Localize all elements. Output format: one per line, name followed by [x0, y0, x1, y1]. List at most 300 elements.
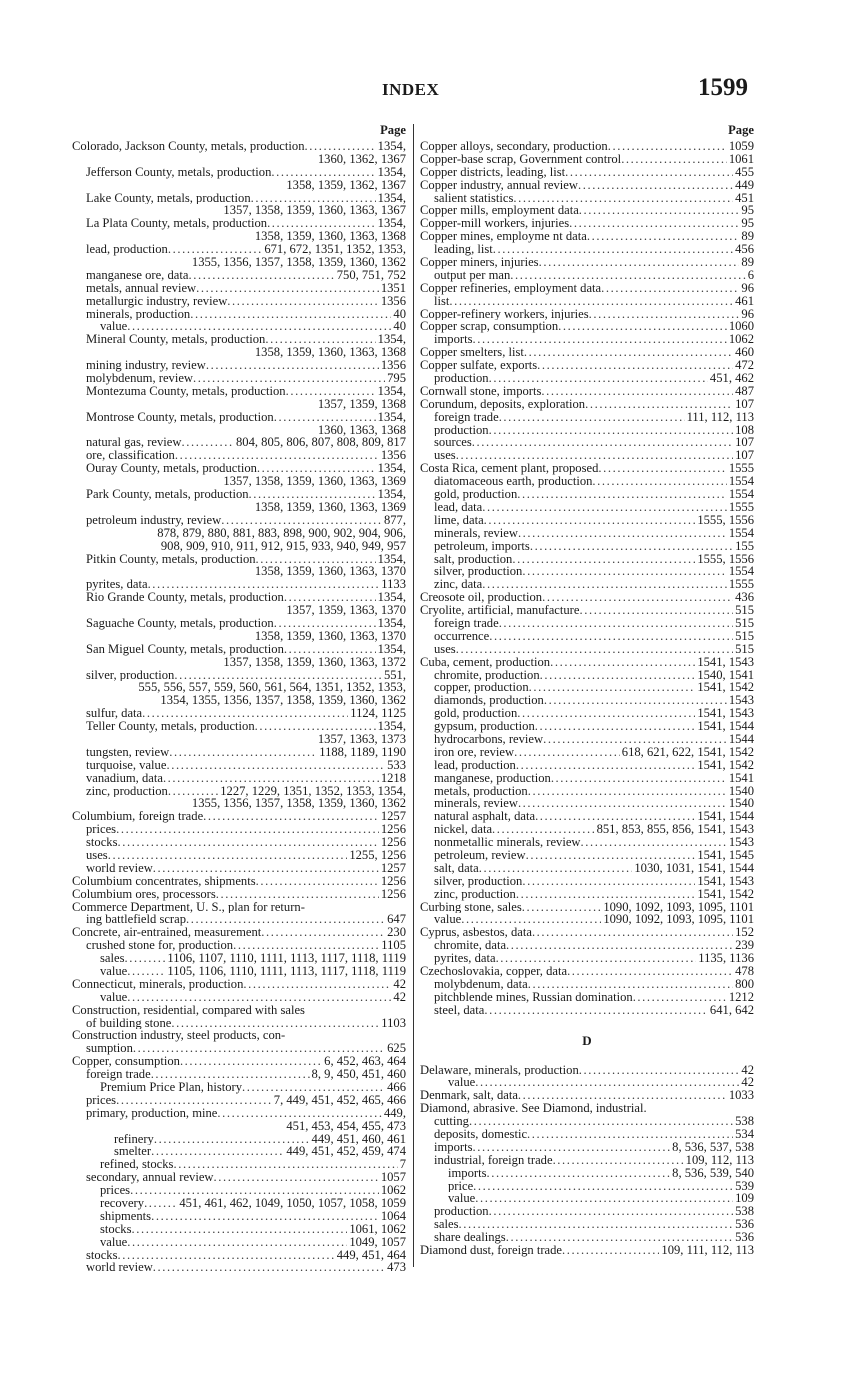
dot-leader — [518, 1089, 727, 1102]
entry-pages: 750, 751, 752 — [336, 268, 406, 282]
index-entry — [72, 720, 406, 733]
entry-text: pitchblende mines, Russian domination — [434, 990, 633, 1004]
entry-text: world review — [86, 1261, 153, 1275]
index-entry — [420, 694, 754, 707]
entry-text: Cyprus, asbestos, data — [420, 926, 532, 940]
dot-leader — [579, 604, 733, 617]
dot-leader — [284, 643, 376, 656]
index-entry — [420, 1064, 754, 1077]
index-entry — [420, 217, 754, 230]
index-entry — [420, 1218, 754, 1231]
entry-text: San Miguel County, metals, production — [86, 642, 284, 656]
entry-text: prices — [86, 823, 117, 837]
entry-text: Montezuma County, metals, production — [86, 384, 286, 398]
dot-leader — [585, 398, 733, 411]
dot-leader — [274, 617, 376, 630]
index-entry — [420, 965, 754, 978]
entry-pages: 7 — [399, 1158, 406, 1172]
entry-pages: 436 — [735, 591, 754, 605]
index-entry — [420, 192, 754, 205]
dot-leader — [131, 1223, 347, 1236]
index-entry — [72, 295, 406, 308]
index-entry — [72, 939, 406, 952]
index-entry — [72, 901, 406, 914]
dot-leader — [117, 836, 378, 849]
index-entry — [420, 179, 754, 192]
index-entry — [420, 308, 754, 321]
index-entry — [420, 346, 754, 359]
index-entry — [420, 282, 754, 295]
entry-text: Corundum, deposits, exploration — [420, 397, 586, 411]
dot-leader — [117, 1249, 334, 1262]
index-entry — [420, 1004, 754, 1017]
entry-pages: 1255, 1256 — [349, 848, 406, 862]
entry-pages: 96 — [741, 281, 754, 295]
dot-leader — [274, 411, 376, 424]
dot-leader — [243, 978, 391, 991]
index-entry — [420, 720, 754, 733]
index-entry — [420, 604, 754, 617]
entry-pages: 877, — [383, 513, 406, 527]
index-entry — [72, 785, 406, 798]
index-entry — [72, 746, 406, 759]
column-divider — [413, 124, 414, 1267]
dot-leader — [251, 192, 376, 205]
entry-pages: 1354, 1355, 1356, 1357, 1358, 1359, 1360, 1362 — [160, 694, 406, 708]
entry-pages: 1360, 1363, 1368 — [317, 423, 406, 437]
entry-pages: 1060 — [728, 320, 754, 334]
entry-pages: 1358, 1359, 1360, 1363, 1369 — [254, 500, 406, 514]
index-entry — [72, 359, 406, 372]
dot-leader — [633, 991, 727, 1004]
entry-text: leading, list — [434, 243, 493, 257]
entry-pages: 1541, 1544 — [697, 720, 754, 733]
entry-text: Copper smelters, list — [420, 346, 524, 360]
dot-leader — [456, 643, 733, 656]
index-entry — [420, 707, 754, 720]
entry-pages: 1212 — [728, 990, 754, 1004]
index-entry — [420, 385, 754, 398]
entry-pages: 1360, 1362, 1367 — [317, 152, 406, 166]
index-entry — [72, 952, 406, 965]
index-entry — [72, 140, 406, 153]
entry-text: Costa Rica, cement plant, proposed — [420, 462, 599, 476]
entry-pages: 1541, 1543 — [697, 874, 754, 888]
dot-leader — [526, 849, 696, 862]
entry-text: Jefferson County, metals, production — [86, 165, 272, 179]
dot-leader — [461, 913, 601, 926]
dot-leader — [567, 965, 733, 978]
index-entry-continuation — [72, 604, 406, 617]
entry-text: Czechoslovakia, copper, data — [420, 965, 568, 978]
index-entry — [420, 733, 754, 746]
entry-text: Construction industry, steel products, con- — [72, 1029, 286, 1043]
entry-pages: 1256 — [380, 887, 406, 901]
entry-text: mining industry, review — [86, 359, 206, 373]
entry-pages: 109, 112, 113 — [685, 1153, 754, 1167]
index-entry — [72, 578, 406, 591]
index-entry — [72, 1236, 406, 1249]
index-entry — [72, 1094, 406, 1107]
index-entry — [420, 797, 754, 810]
index-entry — [420, 462, 754, 475]
dot-leader — [562, 1244, 659, 1257]
index-entry — [420, 1115, 754, 1128]
entry-text: industrial, foreign trade — [434, 1153, 553, 1167]
entry-pages: 449 — [735, 178, 754, 192]
entry-pages: 1133 — [381, 578, 406, 592]
index-entry-continuation — [72, 540, 406, 553]
index-entry — [72, 243, 406, 256]
index-entry — [72, 888, 406, 901]
entry-pages: 1090, 1092, 1093, 1095, 1101 — [603, 900, 754, 914]
entry-text: Ouray County, metals, production — [86, 462, 257, 476]
dot-leader — [496, 952, 697, 965]
dot-leader — [127, 991, 391, 1004]
dot-leader — [579, 1064, 740, 1077]
entry-pages: 1354, — [377, 333, 406, 347]
entry-text: of building stone — [86, 1016, 172, 1030]
entry-pages: 1544 — [728, 732, 754, 746]
dot-leader — [517, 488, 727, 501]
dot-leader — [565, 166, 733, 179]
index-entry — [420, 501, 754, 514]
entry-pages: 1257 — [380, 810, 406, 824]
index-entry — [420, 978, 754, 991]
entry-text: pyrites, data — [434, 952, 496, 965]
dot-leader — [550, 656, 695, 669]
entry-pages: 851, 853, 855, 856, 1541, 1543 — [596, 823, 754, 837]
index-entry-continuation — [72, 694, 406, 707]
dot-leader — [133, 1042, 385, 1055]
index-entry-continuation — [72, 346, 406, 359]
entry-pages: 451 — [735, 191, 754, 205]
dot-leader — [255, 720, 376, 733]
entry-pages: 461 — [735, 294, 754, 308]
index-entry — [420, 140, 754, 153]
index-entry — [72, 810, 406, 823]
dot-leader — [242, 1081, 385, 1094]
index-entry — [420, 810, 754, 823]
dot-leader — [193, 372, 385, 385]
entry-pages: 42 — [741, 1076, 754, 1090]
dot-leader — [166, 759, 385, 772]
entry-pages: 1354, — [377, 410, 406, 424]
dot-leader — [540, 669, 696, 682]
index-entry — [420, 617, 754, 630]
index-entry — [72, 488, 406, 501]
entry-text: imports — [448, 1166, 487, 1180]
index-entry — [72, 875, 406, 888]
dot-leader — [518, 527, 727, 540]
entry-text: Copper alloys, secondary, production — [420, 140, 608, 153]
entry-pages: 515 — [735, 604, 754, 617]
dot-leader — [522, 901, 602, 914]
entry-text: Copper miners, injuries — [420, 256, 539, 269]
entry-text: stocks — [100, 1222, 132, 1236]
entry-text: Diamond, abrasive. See Diamond, industrial. — [420, 1102, 647, 1116]
index-entry — [420, 591, 754, 604]
index-entry — [420, 862, 754, 875]
dot-leader — [522, 875, 695, 888]
index-entry — [420, 785, 754, 798]
dot-leader — [116, 823, 379, 836]
entry-pages: 1358, 1359, 1360, 1363, 1370 — [254, 565, 406, 579]
dot-leader — [528, 785, 727, 798]
index-entry — [72, 1004, 406, 1017]
entry-pages: 1358, 1359, 1360, 1363, 1370 — [254, 629, 406, 643]
entry-pages: 1354, — [377, 488, 406, 501]
dot-leader — [169, 746, 317, 759]
entry-pages: 1135, 1136 — [698, 952, 754, 965]
entry-text: value — [448, 1076, 476, 1090]
entry-pages: 1541, 1542 — [697, 887, 754, 901]
entry-text: production — [434, 372, 489, 385]
dot-leader — [510, 269, 745, 282]
index-entry — [420, 1128, 754, 1141]
index-entry-continuation — [72, 256, 406, 269]
entry-text: silver, production — [86, 668, 175, 682]
index-entry — [420, 553, 754, 566]
dot-leader — [484, 1004, 708, 1017]
index-entry — [420, 243, 754, 256]
entry-text: Copper districts, leading, list — [420, 165, 566, 179]
index-entry — [420, 514, 754, 527]
dot-leader — [513, 192, 733, 205]
entry-text: silver, production — [434, 565, 523, 579]
index-entry — [72, 836, 406, 849]
dot-leader — [553, 1154, 684, 1167]
index-entry — [72, 320, 406, 333]
entry-text: tungsten, review — [86, 745, 170, 759]
index-entry — [420, 436, 754, 449]
entry-pages: 1554 — [728, 488, 754, 501]
dot-leader — [473, 1180, 733, 1193]
entry-text: value — [434, 913, 462, 927]
entry-pages: 1540, 1541 — [697, 668, 754, 682]
entry-text: output per man — [434, 268, 511, 282]
entry-text: Mineral County, metals, production — [86, 333, 266, 347]
index-entry-continuation — [72, 1120, 406, 1133]
index-entry — [420, 565, 754, 578]
dot-leader — [592, 475, 726, 488]
entry-text: lime, data — [434, 513, 484, 527]
entry-text: foreign trade — [434, 616, 499, 630]
entry-pages: 534 — [735, 1128, 754, 1141]
entry-pages: 1105 — [381, 939, 406, 953]
entry-pages: 539 — [735, 1179, 754, 1193]
entry-pages: 533 — [387, 758, 406, 772]
index-entry-continuation — [72, 565, 406, 578]
entry-pages: 538 — [735, 1115, 754, 1129]
dot-leader — [144, 1197, 177, 1210]
entry-text: list — [434, 294, 450, 308]
index-entry-continuation — [72, 230, 406, 243]
entry-pages: 1541, 1545 — [697, 848, 754, 862]
dot-leader — [305, 140, 376, 153]
entry-pages: 1357, 1358, 1359, 1360, 1363, 1367 — [223, 204, 406, 218]
entry-pages: 239 — [735, 939, 754, 953]
index-entry — [420, 630, 754, 643]
index-entry — [420, 656, 754, 669]
entry-pages: 1064 — [380, 1209, 406, 1223]
index-entry — [72, 1249, 406, 1262]
index-entry — [72, 1042, 406, 1055]
index-entry — [420, 372, 754, 385]
entry-pages: 1049, 1057 — [349, 1235, 406, 1249]
entry-pages: 111, 112, 113 — [686, 410, 754, 424]
entry-pages: 451, 462 — [709, 372, 754, 385]
dot-leader — [142, 707, 348, 720]
dot-leader — [489, 424, 734, 437]
entry-pages: 95 — [741, 204, 754, 218]
entry-text: Columbium concentrates, shipments — [72, 874, 256, 888]
entry-pages: 1355, 1356, 1357, 1358, 1359, 1360, 1362 — [191, 256, 406, 269]
entry-text: Premium Price Plan, history — [100, 1081, 243, 1094]
dot-leader — [489, 630, 733, 643]
dot-leader — [130, 1184, 379, 1197]
index-entry — [72, 372, 406, 385]
index-entry-continuation — [72, 424, 406, 437]
entry-pages: 555, 556, 557, 559, 560, 561, 564, 1351, 1352, 1353, — [138, 681, 406, 695]
dot-leader — [151, 1068, 310, 1081]
entry-pages: 1061, 1062 — [349, 1222, 406, 1236]
entry-text: salient statistics — [434, 191, 514, 205]
entry-pages: 449, 451, 464 — [336, 1248, 406, 1262]
entry-text: Copper-refinery workers, injuries — [420, 307, 589, 321]
entry-pages: 1030, 1031, 1541, 1544 — [634, 861, 754, 875]
entry-pages: 1105, 1106, 1110, 1111, 1113, 1117, 1118, 1119 — [167, 965, 406, 978]
dot-leader — [492, 823, 595, 836]
entry-pages: 1357, 1358, 1359, 1360, 1363, 1372 — [223, 655, 406, 669]
index-entry — [420, 901, 754, 914]
entry-text: Cryolite, artificial, manufacture — [420, 604, 580, 617]
page-column-label: Page — [380, 123, 406, 137]
entry-pages: 538 — [735, 1205, 754, 1219]
entry-text: turquoise, value — [86, 758, 167, 772]
dot-leader — [261, 926, 385, 939]
dot-leader — [214, 1171, 379, 1184]
index-entry — [72, 643, 406, 656]
entry-text: cutting — [434, 1115, 469, 1129]
entry-pages: 1354, — [377, 591, 406, 605]
index-entry — [72, 411, 406, 424]
dot-leader — [186, 913, 385, 926]
dot-leader — [516, 888, 695, 901]
entry-pages: 800 — [735, 977, 754, 991]
entry-pages: 1354, — [377, 217, 406, 231]
entry-pages: 1555 — [728, 462, 754, 476]
entry-text: sales — [100, 952, 125, 965]
entry-text: minerals, review — [434, 526, 518, 540]
entry-text: imports — [434, 333, 473, 347]
entry-pages: 466 — [387, 1081, 406, 1094]
index-entry — [72, 1197, 406, 1210]
entry-pages: 1555, 1556 — [697, 552, 754, 566]
entry-text: Rio Grande County, metals, production — [86, 591, 284, 605]
dot-leader — [512, 553, 695, 566]
dot-leader — [578, 179, 733, 192]
index-entry — [420, 269, 754, 282]
entry-text: production — [434, 1205, 489, 1219]
index-entry — [72, 1171, 406, 1184]
entry-pages: 1554 — [728, 565, 754, 579]
entry-text: petroleum industry, review — [86, 513, 222, 527]
entry-pages: 8, 536, 537, 538 — [672, 1140, 754, 1154]
entry-pages: 625 — [387, 1042, 406, 1056]
entry-text: crushed stone for, production — [86, 939, 234, 953]
entry-pages: 1555 — [728, 500, 754, 514]
index-entry — [72, 217, 406, 230]
index-entry-continuation — [72, 153, 406, 166]
dot-leader — [621, 153, 727, 166]
entry-text: hydrocarbons, review — [434, 732, 544, 746]
dot-leader — [151, 1210, 379, 1223]
dot-leader — [475, 1076, 739, 1089]
dot-leader — [188, 269, 334, 282]
entry-text: petroleum, imports — [434, 539, 530, 553]
index-entry — [420, 475, 754, 488]
index-entry — [420, 424, 754, 437]
index-entry — [72, 1261, 406, 1274]
entry-text: Lake County, metals, production — [86, 191, 251, 205]
index-entry — [72, 1029, 406, 1042]
entry-text: Copper industry, annual review — [420, 178, 578, 192]
entry-text: molybdenum, review — [86, 372, 194, 385]
dot-leader — [499, 617, 733, 630]
index-entry — [72, 1158, 406, 1171]
entry-pages: 647 — [387, 913, 406, 927]
entry-pages: 40 — [393, 320, 406, 334]
dot-leader — [227, 295, 379, 308]
entry-pages: 89 — [741, 256, 754, 269]
index-entry — [72, 1223, 406, 1236]
entry-pages: 1218 — [380, 771, 406, 785]
dot-leader — [173, 1158, 397, 1171]
entry-text: salt, data — [434, 861, 479, 875]
dot-leader — [127, 320, 391, 333]
entry-text: gypsum, production — [434, 720, 535, 733]
dot-leader — [598, 462, 726, 475]
index-entry — [420, 759, 754, 772]
entry-pages: 89 — [741, 230, 754, 244]
dot-leader — [153, 862, 379, 875]
index-entry — [72, 385, 406, 398]
dot-leader — [482, 501, 727, 514]
entry-text: value — [100, 320, 128, 334]
entry-pages: 671, 672, 1351, 1352, 1353, — [264, 243, 406, 257]
entry-pages: 107 — [735, 397, 754, 411]
dot-leader — [569, 217, 739, 230]
entry-text: chromite, production — [434, 668, 540, 682]
entry-text: uses — [434, 449, 456, 463]
dot-leader — [116, 1094, 272, 1107]
dot-leader — [286, 385, 376, 398]
index-entry — [420, 1231, 754, 1244]
entry-pages: 1354, — [377, 616, 406, 630]
entry-pages: 551, — [383, 668, 406, 682]
dot-leader — [529, 681, 696, 694]
entry-pages: 108 — [735, 423, 754, 437]
dot-leader — [265, 333, 375, 346]
index-entry — [420, 320, 754, 333]
entry-pages: 1062 — [728, 333, 754, 347]
index-entry — [420, 488, 754, 501]
index-entry — [420, 926, 754, 939]
entry-pages: 42 — [741, 1063, 754, 1077]
entry-text: sulfur, data — [86, 707, 143, 721]
entry-pages: 40 — [393, 307, 406, 321]
